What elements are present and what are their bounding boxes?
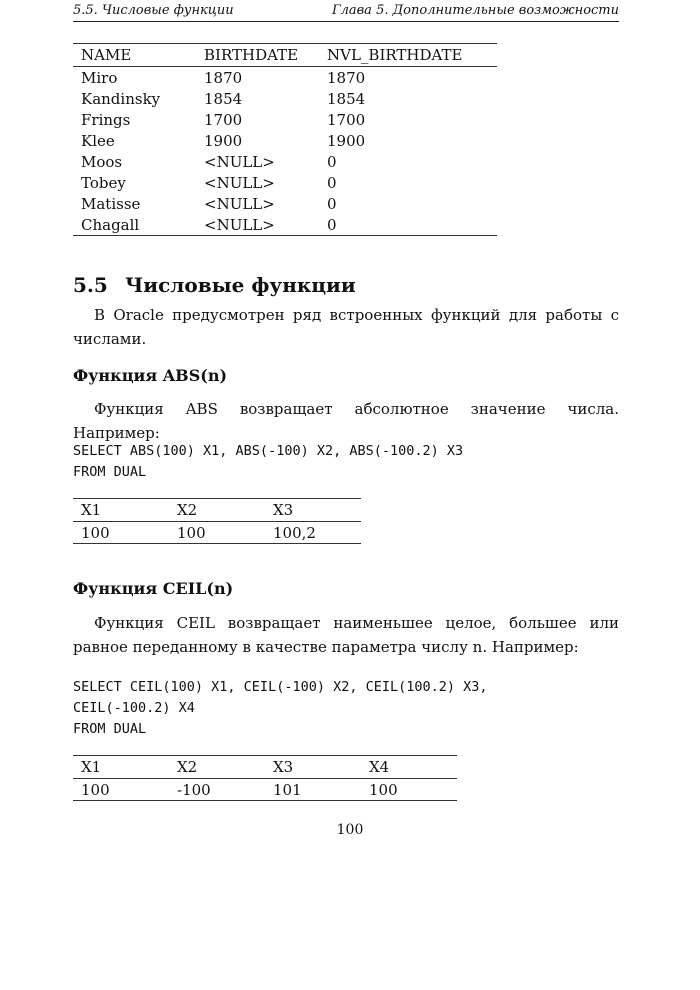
code-line: FROM DUAL [73,464,147,480]
table-cell: <NULL> [196,214,319,236]
column-header-x1: X1 [73,499,169,522]
code-line: SELECT CEIL(100) X1, CEIL(-100) X2, CEIL(100.2) X3, [73,679,488,695]
table-row [73,779,457,801]
table-cell: Moos [81,152,123,171]
table-cell: 1854 [327,89,366,108]
table-cell: 0 [319,214,497,236]
table-cell: 0 [327,152,337,171]
table-cell: <NULL> [204,152,275,171]
table-cell: 100 [169,522,265,544]
column-header-x4: X4 [361,756,457,779]
table-row [73,522,361,544]
abs-description: Функция ABS возвращает абсолютное значение числа. Например: [73,400,619,442]
table-row [73,151,497,172]
table-cell: 1700 [327,110,366,129]
table-cell: 100 [361,779,457,801]
code-line: SELECT ABS(100) X1, ABS(-100) X2, ABS(-100.2) X3 [73,443,464,459]
table-row [73,109,497,130]
column-header-nvl-birthdate: NVL_BIRTHDATE [319,44,497,67]
table-cell: 100 [73,779,169,801]
table-header-row [73,44,497,67]
ceil-heading: Функция CEIL(n) [73,579,234,598]
table-cell: 1870 [327,68,366,87]
table-row [73,88,497,109]
table-cell: 0 [327,173,337,192]
table-cell: 100 [73,522,169,544]
abs-heading: Функция ABS(n) [73,366,228,385]
table-cell: Kandinsky [81,89,161,108]
table-cell: 1870 [204,68,243,87]
running-head-chapter: Глава 5. Дополнительные возможности [331,3,619,18]
table-row [73,172,497,193]
table-row [73,67,497,89]
table-cell: Frings [81,110,131,129]
table-cell: 1900 [204,131,243,150]
page-number: 100 [336,822,364,838]
table-cell: 1700 [204,110,243,129]
column-header-x2: X2 [169,756,265,779]
table-row [73,130,497,151]
table-cell: 101 [265,779,361,801]
ceil-description: Функция CEIL возвращает наименьшее целое, большее или равное переданному в качестве параметра числу n. Например: [73,614,619,656]
table-cell: 1900 [327,131,366,150]
table-cell: Chagall [73,214,196,236]
table-header-row [73,499,361,522]
table-cell: 0 [327,194,337,213]
abs-result-table [73,498,361,544]
table-row [73,214,497,236]
column-header-name: NAME [73,44,196,67]
table-cell: <NULL> [204,173,275,192]
table-cell: Klee [81,131,115,150]
column-header-x3: X3 [265,499,361,522]
section-title: Числовые функции [125,273,356,297]
column-header-x2: X2 [169,499,265,522]
section-intro-paragraph: В Oracle предусмотрен ряд встроенных функций для работы с числами. [73,306,619,348]
running-head [73,3,619,22]
column-header-birthdate: BIRTHDATE [196,44,319,67]
section-number: 5.5 [73,273,108,297]
table-cell: -100 [169,779,265,801]
table-cell: Matisse [81,194,141,213]
table-cell: Tobey [81,173,126,192]
nvl-result-table [73,43,497,236]
code-line: CEIL(-100.2) X4 [73,700,195,716]
code-line: FROM DUAL [73,721,147,737]
table-cell: 1854 [204,89,243,108]
ceil-code-block [73,677,488,740]
column-header-x3: X3 [265,756,361,779]
table-cell: <NULL> [204,194,275,213]
ceil-result-table [73,755,457,801]
running-head-section: 5.5. Числовые функции [73,3,234,18]
table-cell: 100,2 [265,522,361,544]
column-header-x1: X1 [73,756,169,779]
table-cell: Miro [81,68,118,87]
section-heading [73,273,356,297]
table-row [73,193,497,214]
table-header-row [73,756,457,779]
abs-code-block [73,441,463,483]
